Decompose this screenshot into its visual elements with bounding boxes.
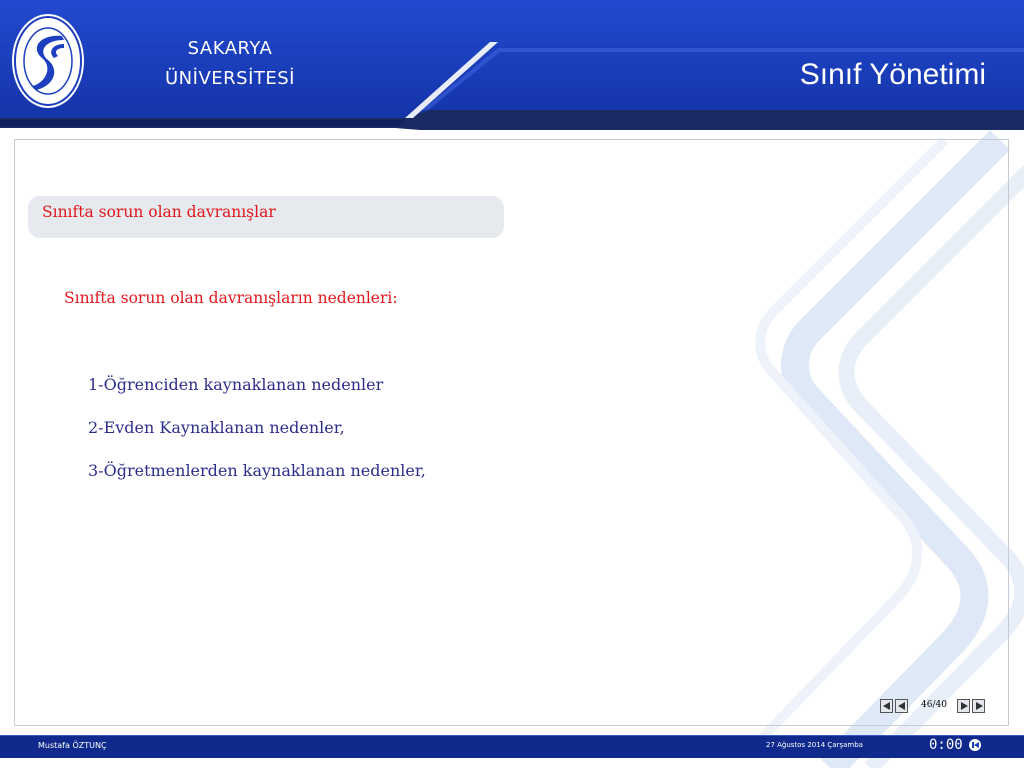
list-item: 1-Öğrenciden kaynaklanan nedenler bbox=[88, 375, 384, 394]
double-right-arrow-icon bbox=[957, 699, 970, 713]
double-right-arrow-icon bbox=[972, 699, 985, 713]
list-item: 2-Evden Kaynaklanan nedenler, bbox=[88, 418, 345, 437]
page-counter: 46/40 bbox=[921, 700, 947, 710]
first-slide-button[interactable] bbox=[969, 739, 981, 751]
double-left-arrow-icon bbox=[880, 699, 893, 713]
footer-author: Mustafa ÖZTUNÇ bbox=[38, 741, 107, 750]
next-slide-button[interactable] bbox=[957, 699, 985, 713]
footer-bar bbox=[0, 735, 1024, 758]
causes-heading: Sınıfta sorun olan davranışların nedenleri: bbox=[64, 289, 398, 307]
section-title: Sınıfta sorun olan davranışlar bbox=[42, 203, 276, 221]
previous-slide-button[interactable] bbox=[880, 699, 908, 713]
slide-title: Sınıf Yönetimi bbox=[799, 58, 986, 91]
footer-date: 27 Ağustos 2014 Çarşamba bbox=[766, 741, 863, 749]
university-name-line2: ÜNİVERSİTESİ bbox=[165, 68, 295, 89]
footer-time: 0:00 bbox=[929, 737, 963, 753]
double-left-arrow-icon bbox=[895, 699, 908, 713]
list-item: 3-Öğretmenlerden kaynaklanan nedenler, bbox=[88, 461, 426, 480]
university-name-line1: SAKARYA bbox=[187, 38, 273, 59]
